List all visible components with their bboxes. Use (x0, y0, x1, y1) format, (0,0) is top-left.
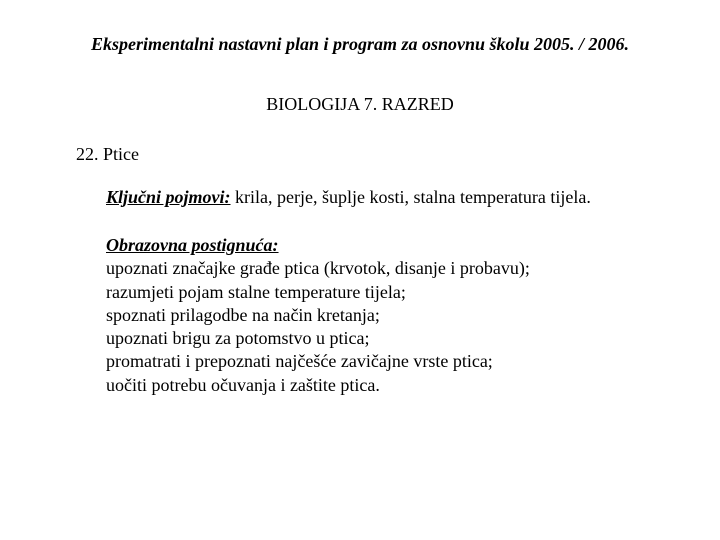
document-header (0, 34, 720, 55)
key-terms-label: Ključni pojmovi: (106, 187, 231, 207)
key-terms (106, 187, 591, 208)
list-item: upoznati značajke građe ptica (krvotok, disanje i probavu); (106, 258, 530, 279)
learning-outcomes-label: Obrazovna postignuća: (106, 235, 279, 255)
document-header-title: Eksperimentalni nastavni plan i program za osnovnu školu 2005. / 2006. (90, 34, 630, 54)
key-terms-text: krila, perje, šuplje kosti, stalna temperatura tijela. (230, 187, 591, 207)
subject-title (0, 94, 720, 115)
section-title (76, 144, 139, 165)
section-title-text: 22. Ptice (76, 144, 139, 164)
list-item: uočiti potrebu očuvanja i zaštite ptica. (106, 374, 380, 395)
learning-outcomes (106, 234, 530, 397)
list-item: razumjeti pojam stalne temperature tijela; (106, 281, 406, 302)
list-item: promatrati i prepoznati najčešće zavičajne vrste ptica; (106, 351, 493, 372)
learning-outcomes-list (106, 257, 530, 397)
subject-title-text: BIOLOGIJA 7. RAZRED (266, 94, 454, 114)
list-item: spoznati prilagodbe na način kretanja; (106, 304, 380, 325)
list-item: upoznati brigu za potomstvo u ptica; (106, 328, 370, 349)
